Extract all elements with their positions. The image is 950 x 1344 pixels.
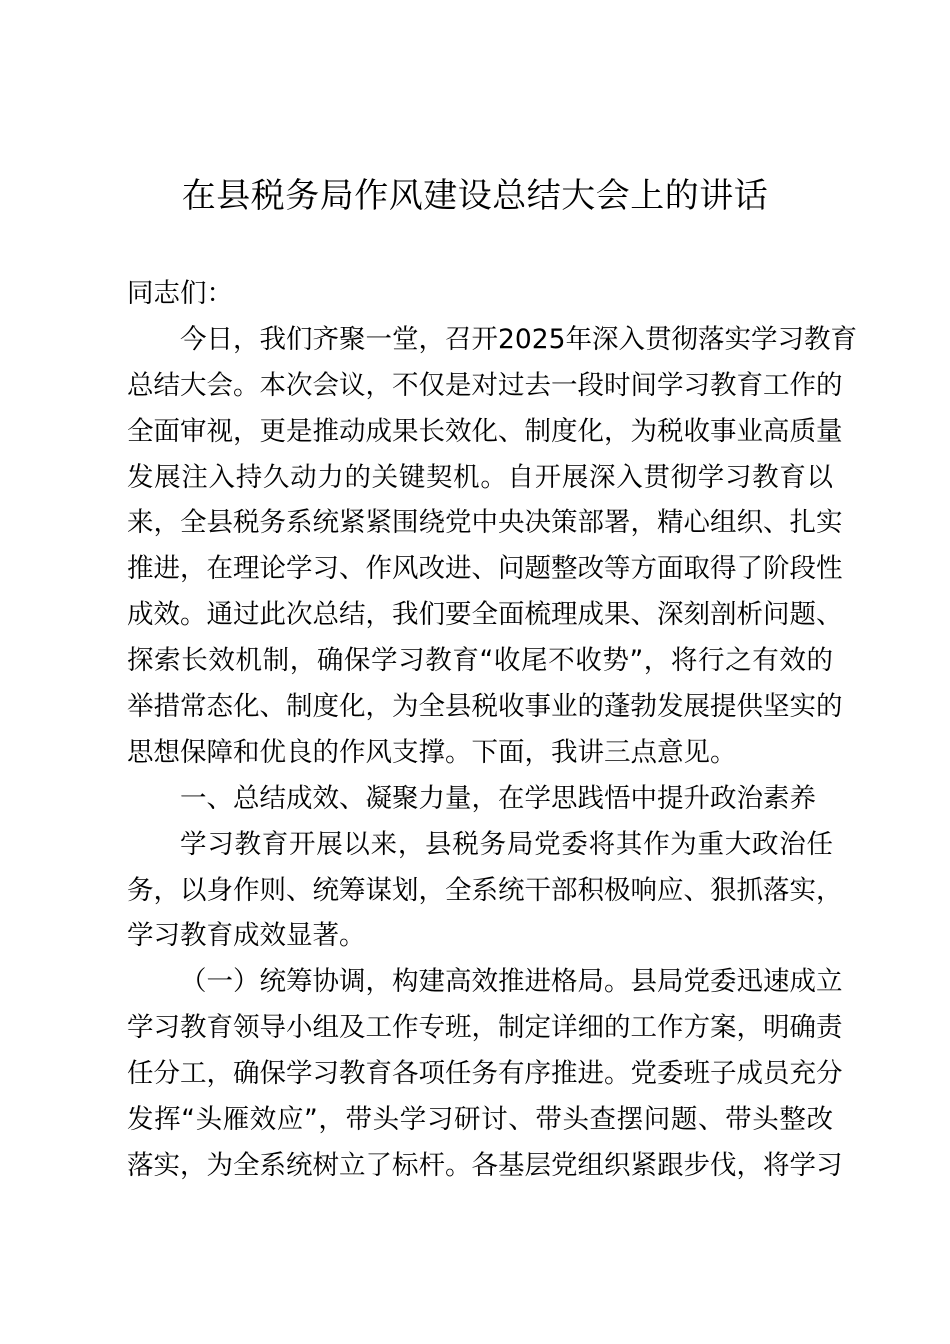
document-body	[127, 271, 857, 1189]
document-title: 在县税务局作风建设总结大会上的讲话	[181, 176, 769, 216]
paragraph-line: 学习教育开展以来，县税务局党委将其作为重大政治任	[180, 828, 833, 860]
paragraph-line: 发挥“头雁效应”，带头学习研讨、带头查摆问题、带头整改	[127, 1104, 833, 1136]
paragraph-line: 学习教育成效显著。	[127, 920, 366, 952]
paragraph-line: 总结大会。本次会议，不仅是对过去一段时间学习教育工作的	[127, 369, 843, 401]
paragraph-line: 推进，在理论学习、作风改进、问题整改等方面取得了阶段性	[127, 553, 843, 585]
paragraph-line: 落实，为全系统树立了标杆。各基层党组织紧跟步伐，将学习	[127, 1149, 843, 1181]
paragraph-line: 任分工，确保学习教育各项任务有序推进。党委班子成员充分	[127, 1058, 843, 1090]
paragraph-line: 全面审视，更是推动成果长效化、制度化，为税收事业高质量	[127, 415, 843, 447]
paragraph-line: 成效。通过此次总结，我们要全面梳理成果、深刻剖析问题、	[127, 599, 843, 631]
subsection-line: （一）统筹协调，构建高效推进格局。县局党委迅速成立	[180, 966, 843, 998]
paragraph-line: 发展注入持久动力的关键契机。自开展深入贯彻学习教育以	[127, 461, 833, 493]
paragraph-line: 学习教育领导小组及工作专班，制定详细的工作方案，明确责	[127, 1012, 843, 1044]
paragraph-line: 务，以身作则、统筹谋划，全系统干部积极响应、狠抓落实，	[127, 874, 843, 906]
paragraph-line: 思想保障和优良的作风支撑。下面，我讲三点意见。	[127, 736, 737, 768]
paragraph-line: 来，全县税务系统紧紧围绕党中央决策部署，精心组织、扎实	[127, 507, 843, 539]
paragraph-line: 探索长效机制，确保学习教育“收尾不收势”，将行之有效的	[127, 645, 833, 677]
paragraph-line: 今日，我们齐聚一堂，召开2025年深入贯彻落实学习教育	[180, 323, 857, 355]
paragraph-line: 举措常态化、制度化，为全县税收事业的蓬勃发展提供坚实的	[127, 691, 843, 723]
section-heading: 一、总结成效、凝聚力量，在学思践悟中提升政治素养	[180, 782, 816, 814]
salutation: 同志们：	[127, 278, 233, 309]
